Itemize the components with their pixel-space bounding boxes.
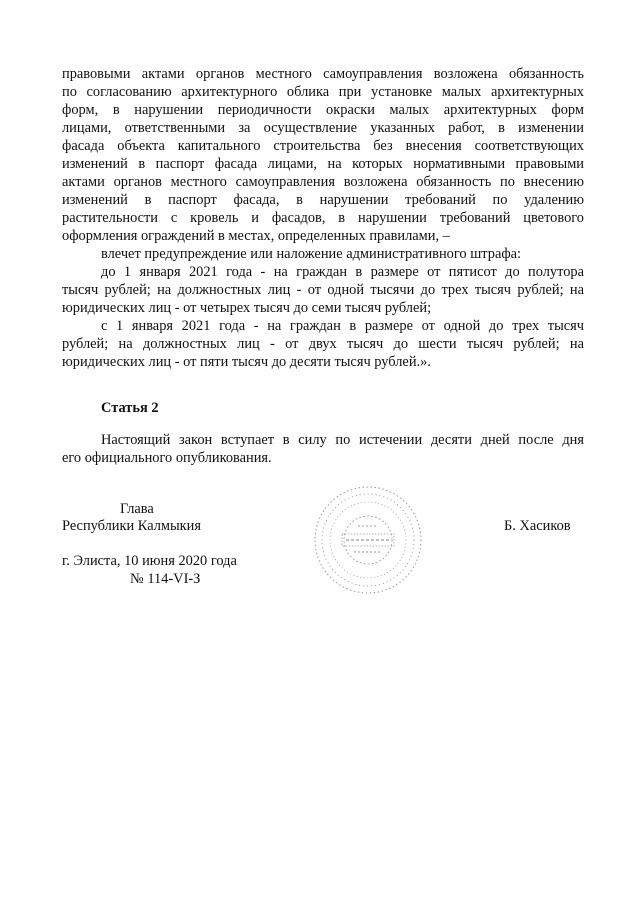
body-line: тысяч рублей; на должностных лиц - от одной тысячи до трех тысяч рублей; на [62, 282, 584, 298]
signatory-title: Глава [120, 501, 154, 517]
body-line: по согласованию архитектурного облика при установке малых архитектурных [62, 84, 584, 100]
body-line: лицами, ответственными за осуществление указанных работ, в изменении [62, 120, 584, 136]
body-line: растительности с кровель и фасадов, в нарушении требований цветового [62, 210, 584, 226]
body-line: с 1 января 2021 года - на граждан в размере от одной до трех тысяч [101, 318, 584, 334]
article-heading: Статья 2 [101, 400, 159, 416]
body-line: влечет предупреждение или наложение административного штрафа: [101, 246, 522, 262]
signatory-republic: Республики Калмыкия [62, 518, 201, 534]
body-line: актами органов местного самоуправления возложена обязанность по внесению [62, 174, 584, 190]
place-date: г. Элиста, 10 июня 2020 года [62, 553, 237, 569]
article-line: Настоящий закон вступает в силу по истечении десяти дней после дня [101, 432, 584, 448]
body-line: до 1 января 2021 года - на граждан в размере от пятисот до полутора [101, 264, 584, 280]
article-line: его официального опубликования. [62, 450, 272, 466]
body-line: рублей; на должностных лиц - от двух тысяч до шести тысяч рублей; на [62, 336, 584, 352]
body-line: фасада объекта капитального строительства без внесения соответствующих [62, 138, 584, 154]
official-seal [312, 484, 424, 596]
body-line: юридических лиц - от пяти тысяч до десяти тысяч рублей.». [62, 354, 431, 370]
body-line: форм, в нарушении периодичности окраски малых архитектурных форм [62, 102, 584, 118]
body-line: оформления ограждений в местах, определенных правилами, – [62, 228, 450, 244]
body-line: правовыми актами органов местного самоуправления возложена обязанность [62, 66, 584, 82]
signatory-name: Б. Хасиков [504, 518, 571, 534]
body-line: юридических лиц - от четырех тысяч до семи тысяч рублей; [62, 300, 432, 316]
law-number: № 114-VI-З [130, 571, 201, 587]
body-line: изменений в паспорт фасада, в нарушении требований по удалению [62, 192, 584, 208]
body-line: изменений в паспорт фасада лицами, на которых нормативными правовыми [62, 156, 584, 172]
